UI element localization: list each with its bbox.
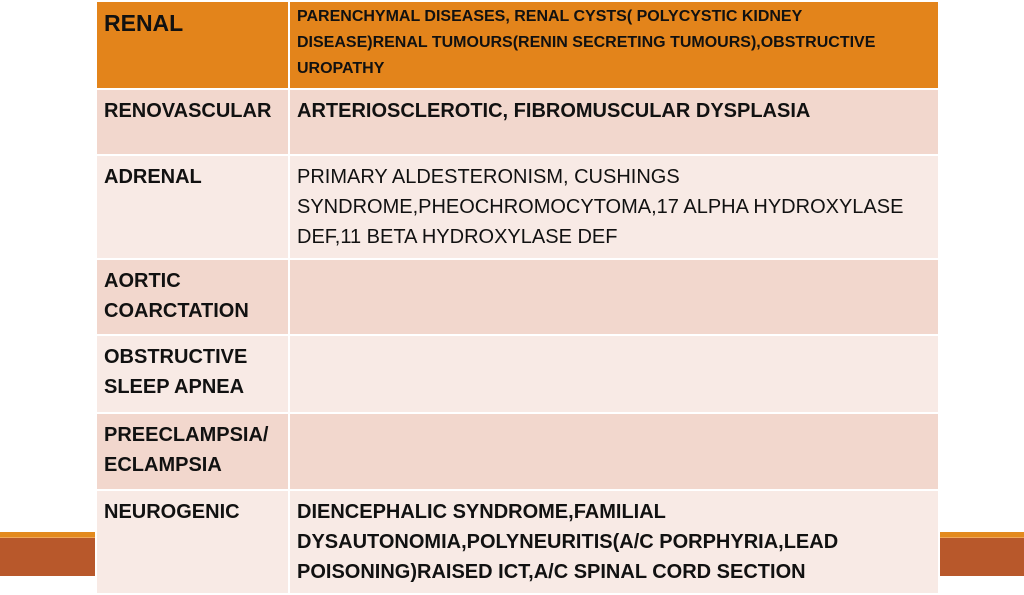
decorative-bar-left bbox=[0, 532, 95, 576]
cause-cell: RENOVASCULAR bbox=[96, 89, 289, 155]
cause-cell: OBSTRUCTIVE SLEEP APNEA bbox=[96, 335, 289, 413]
examples-cell: PARENCHYMAL DISEASES, RENAL CYSTS( POLYCYSTIC KIDNEY DISEASE)RENAL TUMOURS(RENIN SECRETING TUMOURS),OBSTRUCTIVE UROPATHY bbox=[289, 1, 939, 89]
examples-cell bbox=[289, 335, 939, 413]
cause-cell: AORTIC COARCTATION bbox=[96, 259, 289, 335]
examples-cell bbox=[289, 259, 939, 335]
table-row bbox=[96, 413, 939, 490]
examples-cell: ARTERIOSCLEROTIC, FIBROMUSCULAR DYSPLASIA bbox=[289, 89, 939, 155]
table-row bbox=[96, 259, 939, 335]
cause-cell: NEUROGENIC bbox=[96, 490, 289, 594]
decorative-bar-right bbox=[940, 532, 1024, 576]
examples-cell: DIENCEPHALIC SYNDROME,FAMILIAL DYSAUTONOMIA,POLYNEURITIS(A/C PORPHYRIA,LEAD POISONING)RAISED ICT,A/C SPINAL CORD SECTION bbox=[289, 490, 939, 594]
table-row bbox=[96, 1, 939, 89]
table-row bbox=[96, 335, 939, 413]
cause-cell: PREECLAMPSIA/ ECLAMPSIA bbox=[96, 413, 289, 490]
table-row bbox=[96, 89, 939, 155]
table-row bbox=[96, 155, 939, 259]
cause-cell: ADRENAL bbox=[96, 155, 289, 259]
secondary-hypertension-causes-table bbox=[95, 0, 940, 595]
table-row bbox=[96, 490, 939, 594]
cause-cell: RENAL bbox=[96, 1, 289, 89]
examples-cell bbox=[289, 413, 939, 490]
examples-cell: PRIMARY ALDESTERONISM, CUSHINGS SYNDROME,PHEOCHROMOCYTOMA,17 ALPHA HYDROXYLASE DEF,11 BETA HYDROXYLASE DEF bbox=[289, 155, 939, 259]
